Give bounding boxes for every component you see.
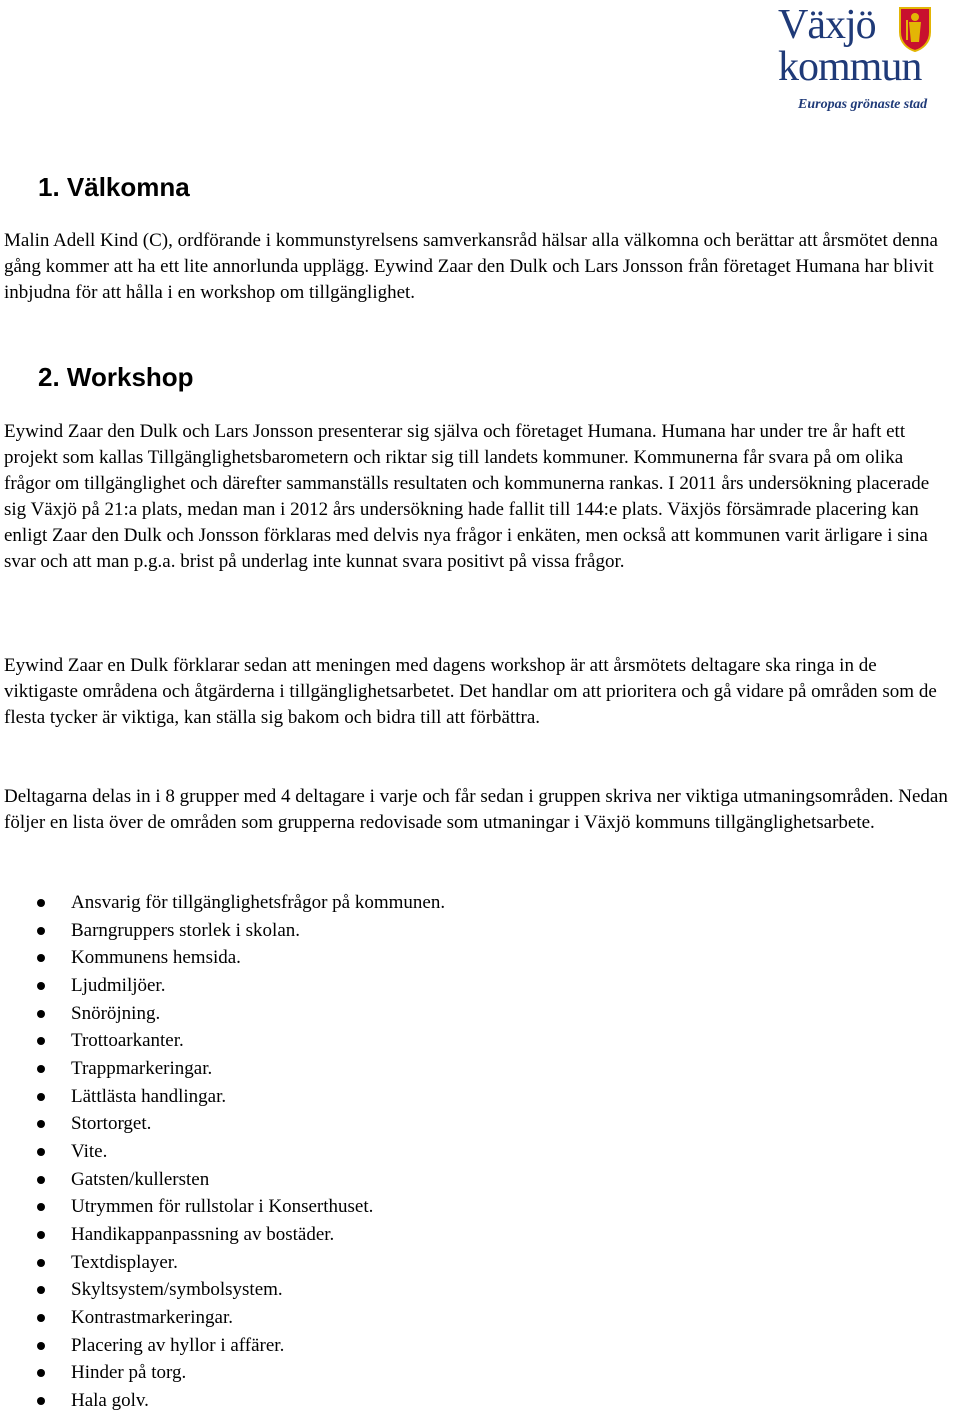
list-item: Handikappanpassning av bostäder.	[0, 1221, 445, 1249]
list-item: Ansvarig för tillgänglighetsfrågor på kommunen.	[0, 889, 445, 917]
list-item: Textdisplayer.	[0, 1249, 445, 1277]
list-item: Utrymmen för rullstolar i Konserthuset.	[0, 1193, 445, 1221]
bullet-icon	[37, 1148, 45, 1156]
logo-tagline: Europas grönaste stad	[798, 97, 928, 112]
logo-word-kommun: kommun	[778, 44, 922, 90]
vaxjo-kommun-logo	[778, 2, 958, 114]
heading-valkomna: 1. Välkomna	[38, 172, 190, 202]
list-item: Stortorget.	[0, 1110, 445, 1138]
bullet-icon	[37, 1093, 45, 1101]
bullet-icon	[37, 1010, 45, 1018]
heading-workshop: 2. Workshop	[38, 362, 194, 392]
bullet-icon	[37, 1120, 45, 1128]
list-item: Kommunens hemsida.	[0, 944, 445, 972]
bullet-icon	[37, 927, 45, 935]
list-item: Skyltsystem/symbolsystem.	[0, 1276, 445, 1304]
list-item: Snöröjning.	[0, 1000, 445, 1028]
list-item: Trottoarkanter.	[0, 1027, 445, 1055]
bullet-icon	[37, 1259, 45, 1267]
list-item: Barngruppers storlek i skolan.	[0, 917, 445, 945]
bullet-icon	[37, 1286, 45, 1294]
bullet-icon	[37, 1037, 45, 1045]
bullet-icon	[37, 1231, 45, 1239]
bullet-icon	[37, 1314, 45, 1322]
bullet-icon	[37, 1065, 45, 1073]
challenge-list	[0, 889, 445, 1414]
bullet-icon	[37, 1342, 45, 1350]
bullet-icon	[37, 1397, 45, 1405]
paragraph-valkomna: Malin Adell Kind (C), ordförande i kommunstyrelsens samverkansråd hälsar alla välkomna och berättar att årsmötet denna gång kommer att ha ett lite annorlunda upplägg. Eywind Zaar den Dulk och Lars Jonsson från företaget Humana har blivit inbjudna för att hålla i en workshop om tillgänglighet.	[4, 230, 938, 303]
paragraph-workshop-groups: Deltagarna delas in i 8 grupper med 4 deltagare i varje och får sedan i gruppen skriva ner viktiga utmaningsområden. Nedan följer en lista över de områden som grupperna redovisade som utmaningar i Växjö kommuns tillgänglighetsarbete.	[4, 786, 948, 833]
list-item: Vite.	[0, 1138, 445, 1166]
bullet-icon	[37, 1176, 45, 1184]
list-item: Hinder på torg.	[0, 1359, 445, 1387]
logo-word-vaxjo: Växjö	[778, 2, 876, 48]
bullet-icon	[37, 899, 45, 907]
list-item: Ljudmiljöer.	[0, 972, 445, 1000]
list-item: Placering av hyllor i affärer.	[0, 1332, 445, 1360]
list-item: Kontrastmarkeringar.	[0, 1304, 445, 1332]
bullet-icon	[37, 1203, 45, 1211]
list-item: Gatsten/kullersten	[0, 1166, 445, 1194]
bullet-icon	[37, 1369, 45, 1377]
list-item: Trappmarkeringar.	[0, 1055, 445, 1083]
paragraph-workshop-intro: Eywind Zaar den Dulk och Lars Jonsson presenterar sig själva och företaget Humana. Humana har under tre år haft ett projekt som kallas Tillgänglighetsbarometern och riktar sig till landets kommuner. Kommunerna får svara på om olika frågor om tillgänglighet och därefter sammanställs resultaten och kommunerna rankas. I 2011 års undersökning placerade sig Växjö på 21:a plats, medan man i 2012 års undersökning hade fallit till 144:e plats. Växjös försämrade placering kan enligt Zaar den Dulk och Jonsson förklaras med delvis nya frågor i enkäten, men också att kommunen varit ärligare i sina svar och att man p.g.a. brist på underlag inte kunnat svara positivt på vissa frågor.	[4, 421, 930, 572]
bullet-icon	[37, 982, 45, 990]
paragraph-workshop-purpose: Eywind Zaar en Dulk förklarar sedan att meningen med dagens workshop är att årsmötets deltagare ska ringa in de viktigaste områdena och åtgärderna i tillgänglighetsarbetet. Det handlar om att prioritera och gå vidare på områden som de flesta tycker är viktiga, kan ställa sig bakom och bidra till att förbättra.	[4, 655, 937, 728]
list-item: Hala golv.	[0, 1387, 445, 1414]
list-item: Lättlästa handlingar.	[0, 1083, 445, 1111]
bullet-icon	[37, 954, 45, 962]
